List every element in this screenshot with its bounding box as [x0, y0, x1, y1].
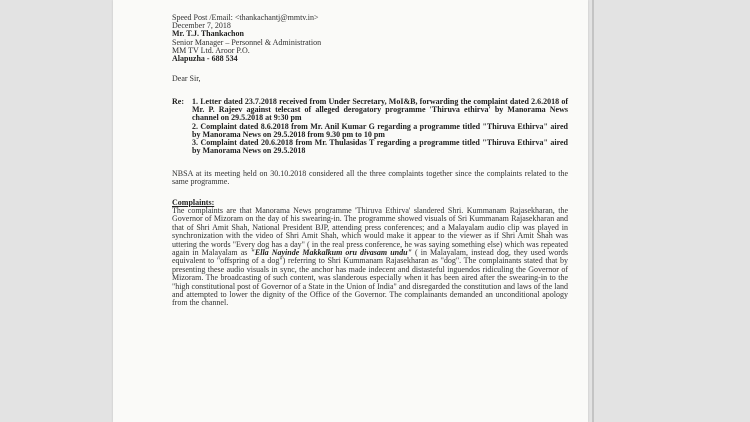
subject-item-1: 1. Letter dated 23.7.2018 received from Under Secretary, MoI&B, forwarding the complaint dated 2.6.2018 of Mr. P. Rajeev against telecast of alleged derogatory programme 'Thiruva ethirva' by Manorama News channel on 29.5.2018 at 9:30 pm — [192, 96, 568, 123]
subject-block — [172, 98, 568, 156]
salutation: Dear Sir, — [172, 74, 201, 84]
complaints-heading: Complaints: — [172, 197, 215, 207]
complaints-paragraph — [172, 207, 568, 308]
subject-items — [192, 98, 568, 156]
recipient-designation: Senior Manager – Personnel & Administration — [172, 37, 322, 47]
recipient-name: Mr. T.J. Thankachon — [172, 29, 244, 39]
recipient-city: Alapuzha - 688 534 — [172, 54, 238, 64]
letter-page — [113, 0, 588, 422]
malayalam-quote: "Ella Nayinde Makkalkum oru divasam undu" — [250, 247, 412, 257]
complaints-text-part2: ( in Malayalam, instead dog, they used words equivalent to "offspring of a dog") referring to Shri Kummanam Rajasekharan as "dog". The complainants stated that by presenting these audio visuals in sync, the anchor has made indecent and distasteful inguendos ridiculing the Governor of Mizoram. The broadcasting of such content, was slanderous especially when it has been aired after the swearing-in to the "high constitutional post of Governor of a State in the Union of India" and disregarded the constitution and laws of the land and attempted to lower the dignity of the Office of the Governor. The complainants demanded an unconditional apology from the channel. — [172, 247, 568, 308]
subject-item-3: 3. Complaint dated 20.6.2018 from Mr. Thulasidas T regarding a programme titled "Thiruva Ethirva" aired by Manorama News on 29.5.2018 — [192, 138, 568, 156]
page-edge-shadow — [592, 0, 594, 422]
dispatch-line: Speed Post /Email: <thankachantj@mmtv.in> — [172, 13, 319, 22]
subject-item-2: 2. Complaint dated 8.6.2018 from Mr. Anil Kumar G regarding a programme titled "Thiruva Ethirva" aired by Manorama News on 29.5.2018 from 9.30 pm to 10 pm — [192, 121, 568, 139]
letter-date: December 7, 2018 — [172, 21, 231, 31]
intro-paragraph: NBSA at its meeting held on 30.10.2018 considered all the three complaints together since the complaints related to the same programme. — [172, 168, 568, 187]
complaints-text-part1: The complaints are that Manorama News programme 'Thiruva Ethirva' slandered Shri. Kummanam Rajasekharan, the Governor of Mizoram on the day of his swearing-in. The programme showed visuals of Sri Kummanam Rajasekharan and that of Shri Amit Shah, National President BJP, attending press conferences; and a Malayalam audio clip was played in synchronization with the video of Shri Amit Shah, which would make it appear to the viewer as if Shri Amit Shah was uttering the words "Every dog has a day" ( in the real press conference, he was saying something else) which was repeated again in Malayalam as — [172, 205, 568, 257]
recipient-company: MM TV Ltd. Aroor P.O. — [172, 45, 250, 55]
subject-label: Re: — [172, 96, 184, 106]
letter-content — [172, 14, 568, 308]
